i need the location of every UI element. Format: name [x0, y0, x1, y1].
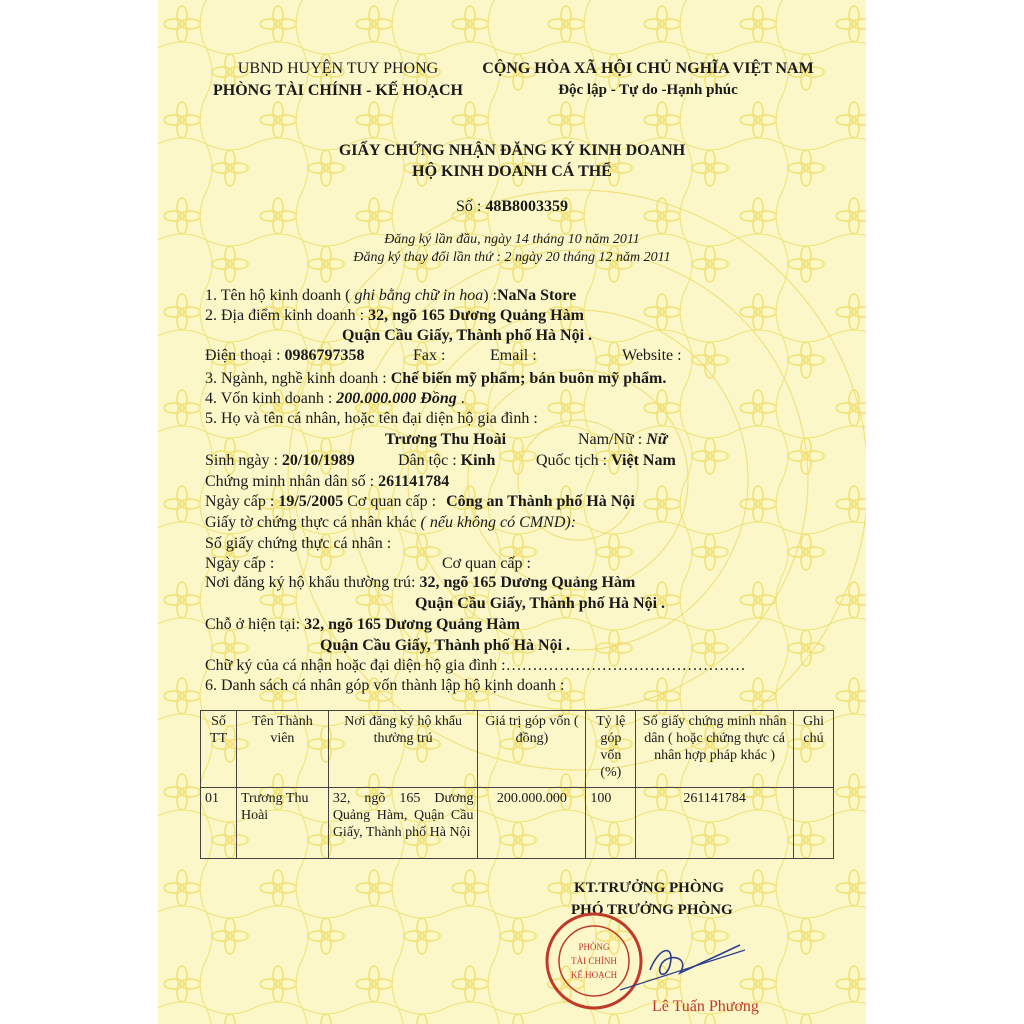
doc-date-label: Ngày cấp : — [205, 555, 275, 572]
business-name-value: NaNa Store — [496, 287, 577, 304]
gender-label: Nam/Nữ : — [578, 431, 647, 448]
issuer-value: Công an Thành phố Hà Nội — [446, 493, 635, 510]
svg-text:PHÒNG: PHÒNG — [578, 942, 610, 952]
table-row — [201, 788, 834, 859]
sector-value: Chế biến mỹ phẩm; bán buôn mỹ phẩm. — [390, 370, 667, 387]
business-sector-row — [205, 370, 666, 388]
current-address-line2: Quận Cầu Giấy, Thành phố Hà Nội . — [320, 637, 571, 654]
current-address-row — [205, 616, 520, 634]
location-value-line1: 32, ngõ 165 Dương Quảng Hàm — [368, 307, 584, 324]
doc-issuer-label: Cơ quan cấp : — [442, 555, 531, 572]
signature-line: Chữ ký của cá nhận hoặc đại diện hộ gia đình :……………………………………… — [205, 657, 746, 674]
other-doc-hint: ( nếu không có CMND): — [420, 514, 577, 531]
current-address-line1: 32, ngõ 165 Dương Quảng Hàm — [304, 616, 520, 633]
ethnic-label: Dân tộc : — [398, 452, 461, 469]
gender-value: Nữ — [646, 431, 668, 448]
representative-name: Trương Thu Hoài — [385, 431, 507, 448]
dob-value: 20/10/1989 — [281, 452, 355, 469]
website-label: Website : — [622, 347, 682, 364]
location-label: 2. Địa điểm kinh doanh : — [205, 307, 369, 324]
col-header-share: Tỷ lệ góp vốn (%) — [586, 711, 636, 788]
certificate-number — [358, 198, 666, 216]
cell-share: 100 — [586, 788, 636, 859]
signer-title-line1: KT.TRƯỞNG PHÒNG — [574, 880, 724, 896]
permanent-address-row — [205, 574, 635, 592]
col-header-index: Số TT — [201, 711, 237, 788]
business-name-label-end: ) : — [483, 287, 497, 304]
ethnic-row — [398, 452, 495, 470]
certificate-title: GIẤY CHỨNG NHẬN ĐĂNG KÝ KINH DOANH — [338, 142, 686, 159]
cell-residence: 32, ngõ 165 Dương Quảng Hàm, Quận Cầu Giấy, Thành phố Hà Nội — [328, 788, 478, 859]
business-location-row — [205, 307, 584, 325]
col-header-residence: Nơi đăng ký hộ khẩu thường trú — [328, 711, 478, 788]
department-name: PHÒNG TÀI CHÍNH - KẾ HOẠCH — [213, 82, 463, 99]
business-name-label: 1. Tên hộ kinh doanh ( — [205, 287, 351, 304]
nationality-label: Quốc tịch : — [536, 452, 612, 469]
col-header-member: Tên Thành viên — [236, 711, 328, 788]
current-address-label: Chỗ ở hiện tại: — [205, 616, 305, 633]
other-doc-row — [205, 514, 576, 532]
representative-label: 5. Họ và tên cá nhân, hoặc tên đại diện hộ gia đình : — [205, 410, 538, 427]
col-header-note: Ghi chú — [793, 711, 833, 788]
capital-end: . — [456, 390, 465, 407]
ethnic-value: Kinh — [460, 452, 496, 469]
handwritten-signature — [600, 935, 760, 995]
business-name-hint: ghi bằng chữ in hoa — [350, 287, 484, 304]
cell-index: 01 — [201, 788, 237, 859]
doc-number-label: Số giấy chứng thực cá nhân : — [205, 535, 392, 552]
fax-label: Fax : — [413, 347, 446, 364]
members-list-label: 6. Danh sách cá nhân góp vốn thành lập hộ kịnh doanh : — [205, 677, 565, 694]
phone-row — [205, 347, 365, 365]
id-label: Chứng minh nhân dân số : — [205, 473, 379, 490]
col-header-id: Số giấy chứng minh nhân dân ( hoặc chứng thực cá nhân hợp pháp khác ) — [636, 711, 794, 788]
cell-id: 261141784 — [636, 788, 794, 859]
members-table — [200, 710, 834, 859]
id-value: 261141784 — [378, 473, 450, 490]
gender-row — [578, 431, 667, 449]
certificate-paper — [158, 0, 866, 1024]
svg-text:KẾ HOẠCH: KẾ HOẠCH — [570, 970, 618, 980]
issue-row — [205, 493, 635, 511]
capital-label: 4. Vốn kinh doanh : — [205, 390, 337, 407]
certificate-subtitle: HỘ KINH DOANH CÁ THỂ — [412, 163, 612, 180]
number-label: Số : — [455, 198, 486, 215]
location-value-line2: Quận Cầu Giấy, Thành phố Hà Nội . — [342, 327, 593, 344]
nationality-row — [536, 452, 676, 470]
permanent-address-line2: Quận Cầu Giấy, Thành phố Hà Nội . — [415, 595, 666, 612]
registration-first-date: Đăng ký lần đầu, ngày 14 tháng 10 năm 2011 — [384, 232, 640, 247]
signer-name: Lê Tuấn Phương — [652, 998, 759, 1015]
dob-row — [205, 452, 355, 470]
cell-note — [793, 788, 833, 859]
phone-label: Điện thoại : — [205, 347, 285, 364]
dob-label: Sinh ngày : — [205, 452, 282, 469]
email-label: Email : — [490, 347, 537, 364]
national-motto: Độc lập - Tự do -Hạnh phúc — [558, 82, 738, 98]
svg-text:TÀI CHÍNH: TÀI CHÍNH — [571, 956, 617, 966]
col-header-capital: Giá trị góp vốn ( đồng) — [478, 711, 586, 788]
capital-value: 200.000.000 Đồng — [336, 390, 457, 407]
other-doc-label: Giấy tờ chứng thực cá nhân khác — [205, 514, 421, 531]
national-title: CỘNG HÒA XÃ HỘI CHỦ NGHĨA VIỆT NAM — [482, 60, 814, 77]
issuer-label: Cơ quan cấp : — [343, 493, 441, 510]
sector-label: 3. Ngành, nghề kinh doanh : — [205, 370, 391, 387]
issue-date-label: Ngày cấp : — [205, 493, 279, 510]
table-header-row — [201, 711, 834, 788]
number-value: 48B8003359 — [485, 198, 568, 215]
cell-member: Trương Thu Hoài — [236, 788, 328, 859]
phone-value: 0986797358 — [284, 347, 365, 364]
issue-date-value: 19/5/2005 — [278, 493, 344, 510]
capital-row — [205, 390, 465, 408]
authority-name: UBND HUYỆN TUY PHONG — [237, 60, 439, 77]
business-name-row — [205, 287, 576, 305]
nationality-value: Việt Nam — [611, 452, 676, 469]
signer-title-line2: PHÓ TRƯỞNG PHÒNG — [571, 902, 733, 918]
permanent-address-label: Nơi đăng ký hộ khẩu thường trú: — [205, 574, 420, 591]
registration-change-date: Đăng ký thay đổi lần thứ : 2 ngày 20 tháng 12 năm 2011 — [353, 250, 671, 265]
permanent-address-line1: 32, ngõ 165 Dương Quảng Hàm — [419, 574, 636, 591]
cell-capital: 200.000.000 — [478, 788, 586, 859]
id-row — [205, 473, 449, 491]
